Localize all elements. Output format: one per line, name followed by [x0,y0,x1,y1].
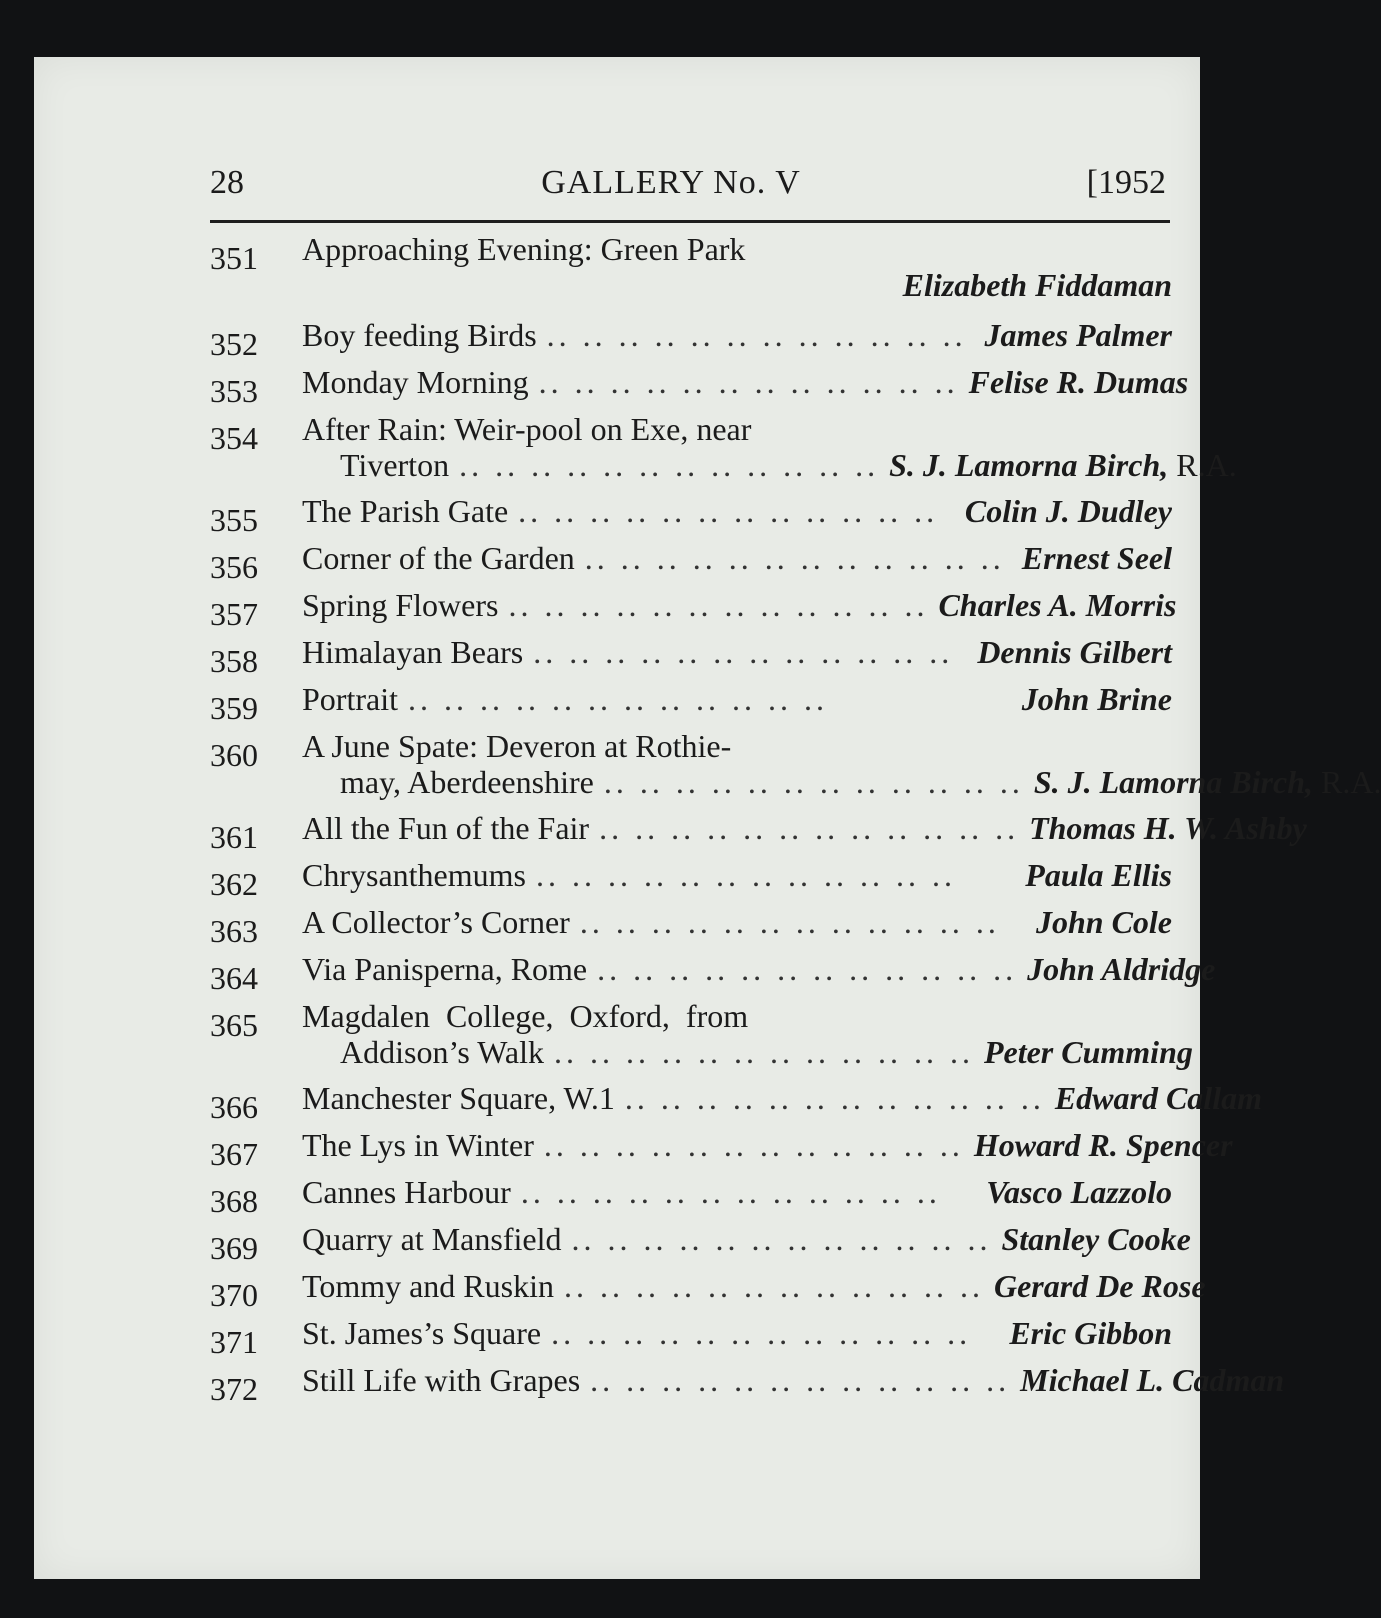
entry-title: A June Spate: Deveron at Rothie- [302,728,732,764]
entry-title: All the Fun of the Fair [302,810,590,846]
entry-artist: Gerard De Rose [993,1268,1206,1304]
entry-title: St. James’s Square [302,1315,542,1351]
leader-dots: .. .. .. .. .. .. .. .. .. .. .. .. [563,1268,984,1304]
entry-number: 371 [210,1324,258,1360]
entry-number: 360 [210,737,258,773]
entry-title: Monday Morning [302,364,529,400]
entry-title: Manchester Square, W.1 [302,1080,615,1116]
leader-dots: .. .. .. .. .. .. .. .. .. .. .. .. [459,447,880,483]
catalogue-entry [210,318,1172,365]
entry-title: Approaching Evening: Green Park [302,231,746,267]
entry-artist: Ernest Seel [1021,540,1172,576]
entry-title-continued: Addison’s Walk [340,1034,544,1070]
leader-dots: .. .. .. .. .. .. .. .. .. .. .. .. [538,364,959,400]
catalogue-entry [210,998,1193,1081]
catalogue-entry [210,682,1172,729]
leader-dots: .. .. .. .. .. .. .. .. .. .. .. .. [551,1315,972,1351]
entry-artist: S. J. Lamorna Birch, R.A. [1033,764,1381,800]
entry-number: 352 [210,326,258,362]
entry-title: The Parish Gate [302,493,509,529]
entry-artist: Dennis Gilbert [977,634,1172,670]
catalogue-entry [210,411,1237,494]
entry-number: 370 [210,1277,258,1313]
entry-artist: Elizabeth Fiddaman [902,267,1172,303]
entry-number: 363 [210,913,258,949]
entry-artist: Edward Callam [1054,1080,1262,1116]
entry-number: 368 [210,1183,258,1219]
catalogue-entry [210,858,1172,905]
entry-number: 358 [210,643,258,679]
entry-number: 362 [210,866,258,902]
entry-artist: S. J. Lamorna Birch, R.A. [889,447,1237,483]
leader-dots: .. .. .. .. .. .. .. .. .. .. .. .. [590,1362,1011,1398]
entry-artist: Thomas H. W. Ashby [1029,810,1307,846]
entry-title: Still Life with Grapes [302,1362,581,1398]
entry-artist: Michael L. Cadman [1020,1362,1285,1398]
leader-dots: .. .. .. .. .. .. .. .. .. .. .. .. [508,587,929,623]
entry-number: 351 [210,240,258,276]
entry-artist: Paula Ellis [1025,857,1172,893]
entry-number: 355 [210,502,258,538]
entry-artist: John Cole [1035,904,1172,940]
entry-artist: Charles A. Morris [938,587,1177,623]
leader-dots: .. .. .. .. .. .. .. .. .. .. .. .. [599,810,1020,846]
catalogue-entry [210,1221,1191,1269]
entry-number: 359 [210,690,258,726]
catalogue-entry [210,1362,1285,1410]
entry-title: The Lys in Winter [302,1127,534,1163]
entry-title: Portrait [302,681,398,717]
page-title: GALLERY No. V [541,164,801,201]
leader-dots: .. .. .. .. .. .. .. .. .. .. .. .. [533,634,954,670]
leader-dots: .. .. .. .. .. .. .. .. .. .. .. .. [597,951,1018,987]
catalogue-entry [210,1127,1233,1175]
leader-dots: .. .. .. .. .. .. .. .. .. .. .. .. [624,1080,1045,1116]
catalogue-entry [210,905,1172,952]
page-header [176,160,1166,208]
leader-dots: .. .. .. .. .. .. .. .. .. .. .. .. [553,1034,974,1070]
catalogue-entry [210,728,1381,811]
entry-number: 354 [210,420,258,456]
entry-artist: Vasco Lazzolo [986,1174,1172,1210]
entry-title: Cannes Harbour [302,1174,511,1210]
page-number: 28 [210,164,244,201]
entry-title: Himalayan Bears [302,634,524,670]
leader-dots: .. .. .. .. .. .. .. .. .. .. .. .. [603,764,1024,800]
entry-artist: Stanley Cooke [1001,1221,1191,1257]
catalogue-entry [210,232,1172,318]
entry-artist: Colin J. Dudley [964,493,1172,529]
catalogue-entry [210,810,1307,858]
catalogue-list [210,231,1381,1410]
entry-artist: Peter Cumming [983,1034,1193,1070]
entry-number: 357 [210,596,258,632]
leader-dots: .. .. .. .. .. .. .. .. .. .. .. .. [571,1221,992,1257]
entry-artist: Howard R. Spencer [973,1127,1233,1163]
leader-dots: .. .. .. .. .. .. .. .. .. .. .. .. [546,317,967,353]
entry-title-continued: Tiverton [340,447,450,483]
entry-artist: John Brine [1021,681,1172,717]
entry-title: Corner of the Garden [302,540,575,576]
leader-dots: .. .. .. .. .. .. .. .. .. .. .. .. [543,1127,964,1163]
leader-dots: .. .. .. .. .. .. .. .. .. .. .. .. [518,493,939,529]
entry-number: 369 [210,1230,258,1266]
entry-title: Quarry at Mansfield [302,1221,562,1257]
page-year: [1952 [1086,164,1166,201]
leader-dots: .. .. .. .. .. .. .. .. .. .. .. .. [407,681,828,717]
entry-title: After Rain: Weir-pool on Exe, near [302,411,752,447]
leader-dots: .. .. .. .. .. .. .. .. .. .. .. .. [535,857,956,893]
artist-honour: R.A. [1168,447,1237,483]
catalogue-entry [210,494,1172,541]
leader-dots: .. .. .. .. .. .. .. .. .. .. .. .. [584,540,1005,576]
catalogue-entry [210,635,1172,682]
catalogue-entry [210,587,1177,635]
leader-dots: .. .. .. .. .. .. .. .. .. .. .. .. [520,1174,941,1210]
leader-dots: .. .. .. .. .. .. .. .. .. .. .. .. [579,904,1000,940]
entry-title-continued: may, Aberdeenshire [340,764,594,800]
entry-number: 364 [210,960,258,996]
entry-artist: Eric Gibbon [1009,1315,1172,1351]
catalogue-entry [210,1080,1262,1128]
catalogue-entry [210,364,1189,412]
entry-number: 365 [210,1007,258,1043]
entry-number: 367 [210,1136,258,1172]
entry-title: Chrysanthemums [302,857,526,893]
catalogue-entry [210,1175,1172,1222]
entry-artist: John Aldridge [1027,951,1216,987]
entry-number: 366 [210,1089,258,1125]
entry-title: Magdalen College, Oxford, from [302,998,749,1034]
entry-artist: James Palmer [984,317,1172,353]
entry-title: Tommy and Ruskin [302,1268,554,1304]
entry-title: Spring Flowers [302,587,499,623]
header-rule [210,220,1170,223]
entry-number: 361 [210,819,258,855]
entry-number: 356 [210,549,258,585]
artist-honour: R.A. [1313,764,1381,800]
entry-artist: Felise R. Dumas [968,364,1189,400]
entry-number: 353 [210,373,258,409]
entry-title: A Collector’s Corner [302,904,570,940]
catalogue-entry [210,1316,1172,1363]
entry-title: Via Panisperna, Rome [302,951,588,987]
entry-number: 372 [210,1371,258,1407]
entry-title: Boy feeding Birds [302,317,537,353]
catalogue-entry [210,541,1172,588]
catalogue-entry [210,951,1216,999]
catalogue-entry [210,1268,1206,1316]
